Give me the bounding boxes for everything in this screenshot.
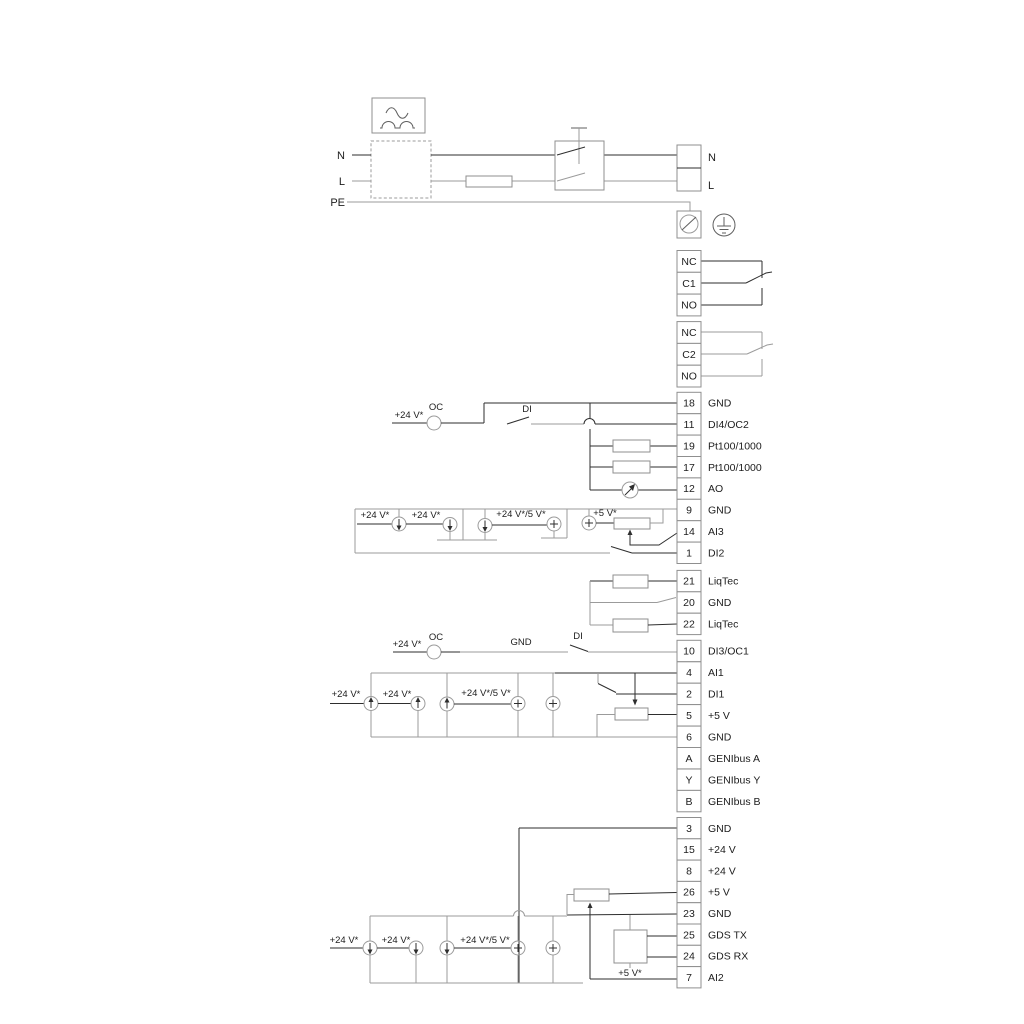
v5-label: +5 V* (618, 968, 642, 979)
earth-symbol-icon (713, 214, 735, 236)
terminal-label-8: +24 V (708, 865, 736, 878)
potentiometer-icon (614, 518, 650, 529)
terminal-pin-3: 3 (686, 822, 692, 835)
terminal-group-io2 (677, 640, 761, 812)
terminal-pin-22: 22 (683, 618, 695, 631)
v24-label: +24 V* (392, 639, 422, 650)
terminal-label-12: AO (708, 483, 724, 496)
n-right-label: N (708, 152, 716, 164)
n-left-label: N (337, 150, 345, 162)
current-source-plus-icon (546, 697, 560, 711)
terminal-pin-7: 7 (686, 971, 692, 984)
v24-label: +24 V* (381, 935, 411, 946)
relay2-switch-blade (747, 344, 773, 354)
di4-switch-blade (507, 417, 529, 424)
di4-oc2-section (392, 403, 677, 498)
terminal-label-26: +5 V (708, 886, 730, 899)
fuse-icon (466, 176, 512, 187)
terminal-label-19: Pt100/1000 (708, 440, 762, 453)
terminal-label-17: Pt100/1000 (708, 461, 762, 474)
v24-label: +24 V* (331, 689, 361, 700)
terminal-label-7: AI2 (708, 971, 724, 984)
v5-label: +5 V* (593, 508, 617, 519)
v24-label: +24 V* (411, 510, 441, 521)
wiper-arrow-icon (628, 530, 633, 536)
relay1-contact-wiring (701, 261, 772, 305)
terminal-pin-20: 20 (683, 597, 695, 610)
terminal-pin-NC: NC (681, 327, 697, 340)
terminal-label-5: +5 V (708, 710, 730, 722)
terminal-label-23: GND (708, 908, 732, 920)
wiper-arrow-icon (588, 903, 593, 909)
ai1-option-row (330, 673, 677, 737)
liqtec-section (590, 575, 677, 632)
v24-label: +24 V* (394, 410, 424, 421)
v24-5-label: +24 V*/5 V* (461, 688, 511, 699)
ai2-gds-section (330, 828, 677, 983)
terminal-pin-15: 15 (683, 844, 695, 856)
terminal-group-relay2 (677, 322, 701, 387)
oc-label: OC (428, 632, 444, 643)
terminal-label-2: DI1 (708, 688, 725, 701)
relay2-contact-wiring (701, 332, 773, 376)
terminal-label-14: AI3 (708, 526, 724, 538)
terminal-pin-6: 6 (686, 731, 692, 744)
terminal-pin-10: 10 (683, 645, 695, 658)
mains-terminal-box (677, 145, 701, 191)
terminal-label-A: GENIbus A (708, 752, 760, 765)
gds-sensor-box (614, 930, 647, 963)
terminal-pin-14: 14 (683, 526, 695, 538)
terminal-label-B: GENIbus B (708, 795, 761, 808)
liqtec-resistor-icon (613, 619, 648, 632)
di3-oc1-row (393, 645, 677, 659)
terminal-label-22: LiqTec (708, 618, 739, 631)
terminal-label-10: DI3/OC1 (708, 645, 749, 658)
current-source-icon (443, 518, 457, 532)
wiper-arrow-icon (633, 700, 638, 706)
terminal-pin-11: 11 (683, 419, 695, 431)
current-source-plus-icon (546, 941, 560, 955)
v24-5-label: +24 V*/5 V* (496, 509, 546, 520)
current-source-plus-icon (511, 697, 525, 711)
terminal-blocks-layer (677, 251, 762, 988)
v24-label: +24 V* (329, 935, 359, 946)
terminal-pin-B: B (685, 795, 693, 808)
current-source-icon (363, 941, 377, 955)
terminal-pin-26: 26 (683, 886, 695, 899)
current-source-icon (440, 941, 454, 955)
mains-switch-icon (555, 128, 604, 190)
oc-label: OC (428, 402, 444, 413)
terminal-pin-NC: NC (681, 256, 697, 268)
filter-dashed-box (371, 141, 431, 198)
terminal-label-24: GDS RX (708, 950, 749, 963)
v24-label: +24 V* (382, 689, 412, 700)
current-source-icon (411, 697, 425, 711)
terminal-pin-24: 24 (683, 950, 695, 963)
gnd-wire-label: GND (510, 637, 532, 648)
di-label: DI (522, 404, 532, 415)
terminal-label-6: GND (708, 731, 732, 744)
terminal-pin-2: 2 (686, 688, 692, 701)
terminal-pin-8: 8 (686, 865, 692, 878)
open-collector-icon (427, 645, 441, 659)
terminal-label-1: DI2 (708, 547, 725, 560)
terminal-label-3: GND (708, 822, 732, 835)
terminal-group-io1 (677, 392, 762, 563)
terminal-label-15: +24 V (708, 844, 736, 856)
terminal-pin-A: A (685, 752, 693, 765)
terminal-label-21: LiqTec (708, 575, 739, 588)
di1-switch-blade (598, 684, 616, 693)
current-source-icon (409, 941, 423, 955)
terminal-label-4: AI1 (708, 667, 724, 680)
di3-switch-blade (570, 645, 588, 652)
terminal-pin-18: 18 (683, 397, 695, 410)
terminal-group-liqtec (677, 570, 738, 634)
terminal-label-20: GND (708, 597, 732, 610)
current-source-plus-icon (511, 941, 525, 955)
current-source-icon (364, 697, 378, 711)
current-source-icon (440, 697, 454, 711)
current-source-plus-icon (547, 517, 561, 531)
terminal-label-Y: GENIbus Y (708, 774, 761, 787)
pt100-resistor-icon (613, 440, 650, 452)
potentiometer-icon (574, 889, 609, 901)
annotations (330, 150, 716, 979)
di-label: DI (573, 631, 583, 642)
terminal-pin-23: 23 (683, 908, 695, 920)
pe-wire (347, 202, 690, 211)
terminal-pin-Y: Y (685, 774, 693, 787)
liqtec-resistor-icon (613, 575, 648, 588)
terminal-pin-1: 1 (686, 547, 692, 560)
terminal-pin-C1: C1 (682, 277, 696, 290)
v24-5-label: +24 V*/5 V* (460, 935, 510, 946)
terminal-pin-NO: NO (681, 370, 697, 383)
terminal-pin-12: 12 (683, 483, 695, 496)
relay1-switch-blade (746, 272, 772, 283)
l-right-label: L (708, 180, 715, 192)
mains-section (347, 98, 735, 238)
terminal-pin-25: 25 (683, 929, 695, 942)
terminal-pin-C2: C2 (682, 348, 696, 361)
terminal-pin-21: 21 (683, 575, 695, 588)
terminal-pin-NO: NO (681, 299, 697, 312)
pe-label: PE (330, 197, 345, 209)
current-source-icon (392, 517, 406, 531)
l-left-label: L (338, 176, 345, 188)
terminal-pin-9: 9 (686, 504, 692, 517)
current-source-icon (478, 519, 492, 533)
terminal-pin-4: 4 (686, 667, 692, 680)
pt100-resistor-icon (613, 461, 650, 473)
terminal-pin-19: 19 (683, 440, 695, 453)
terminal-pin-17: 17 (683, 461, 695, 474)
terminal-label-25: GDS TX (708, 929, 747, 942)
terminal-pin-5: 5 (686, 710, 692, 722)
terminal-label-9: GND (708, 504, 732, 517)
analog-output-meter-icon (622, 482, 638, 498)
screw-terminal-icon (677, 211, 701, 238)
open-collector-icon (427, 416, 441, 430)
terminal-group-io3 (677, 818, 748, 988)
v24-label: +24 V* (360, 510, 390, 521)
terminal-label-11: DI4/OC2 (708, 419, 749, 431)
potentiometer-icon (615, 708, 648, 720)
di2-switch-blade (611, 547, 677, 554)
terminal-group-relay1 (677, 251, 701, 316)
wire-hop (584, 419, 595, 425)
terminal-label-18: GND (708, 397, 732, 410)
